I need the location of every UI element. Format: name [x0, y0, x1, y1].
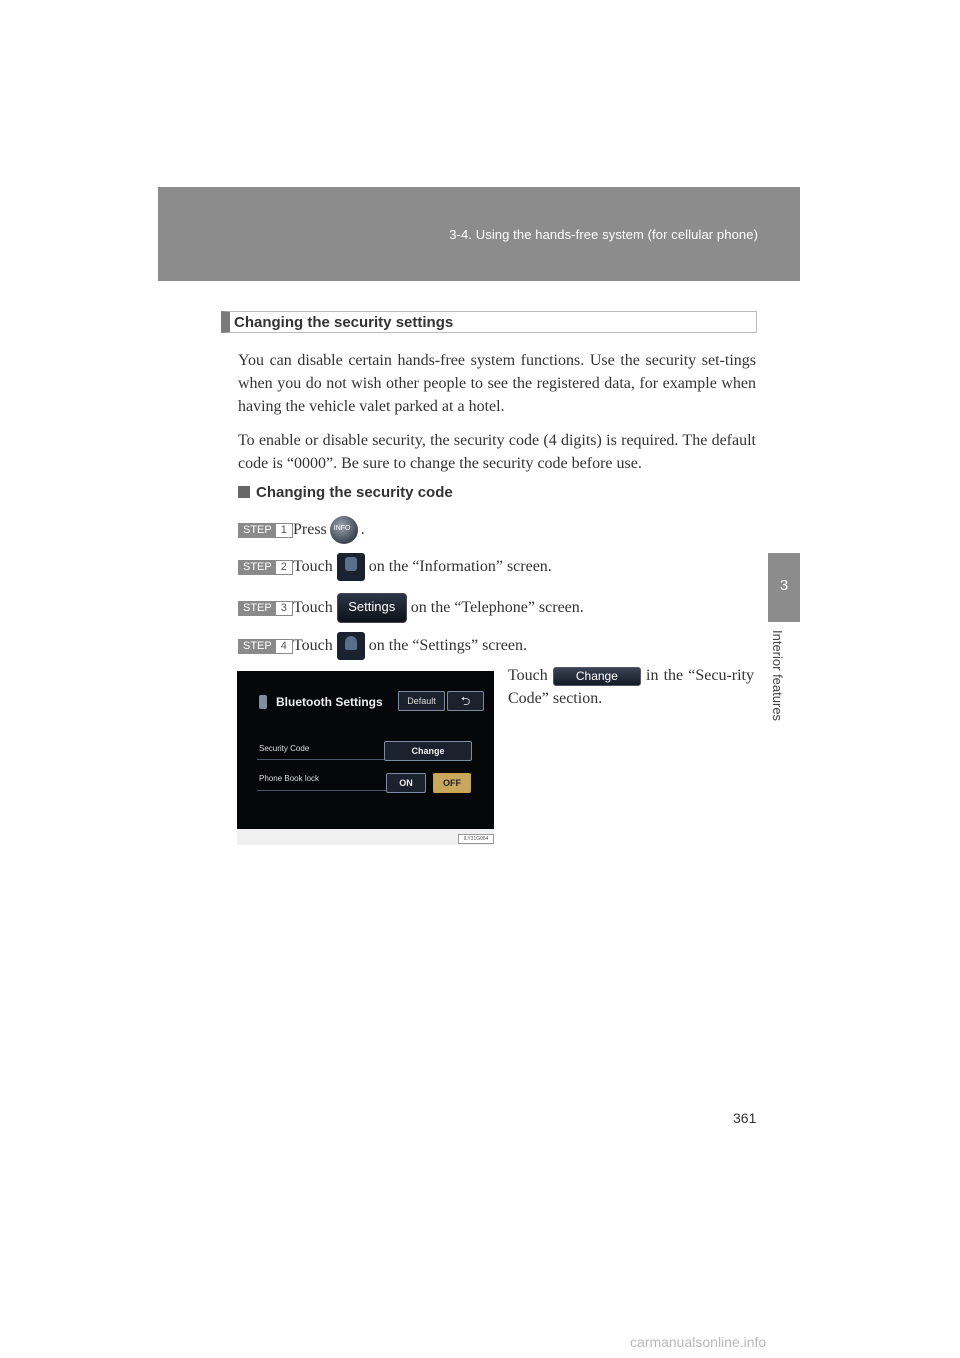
step-2-badge [238, 560, 293, 575]
step-5-after: in the “Secu-rity Code” section. [508, 667, 754, 707]
subheading-text: Changing the security code [256, 484, 453, 501]
section-heading [221, 311, 757, 333]
step-3-badge [238, 601, 293, 616]
info-button-icon [330, 516, 358, 544]
step-2-text [293, 553, 552, 581]
screen-title: Bluetooth Settings [276, 695, 383, 709]
chapter-number: 3 [779, 577, 789, 594]
screenshot-footer [237, 829, 494, 845]
square-bullet-icon [238, 486, 250, 498]
phone-book-lock-icon [337, 632, 365, 660]
step-label: STEP [239, 602, 276, 615]
step-number: 2 [276, 561, 292, 574]
step-4-verb: Touch [293, 637, 333, 654]
step-label: STEP [239, 524, 276, 537]
on-button: ON [386, 773, 426, 793]
off-button: OFF [433, 773, 471, 793]
step-number: 4 [276, 640, 292, 653]
step-2-after: on the “Information” screen. [368, 558, 552, 575]
subheading [238, 484, 453, 501]
settings-button-icon: Settings [337, 593, 407, 623]
change-button: Change [384, 741, 472, 761]
chapter-tab [768, 553, 800, 622]
header-band [158, 187, 800, 281]
step-5-verb: Touch [508, 667, 548, 684]
step-3-after: on the “Telephone” screen. [410, 599, 584, 616]
default-button: Default [398, 691, 445, 711]
section-title: 3-4. Using the hands-free system (for cellular phone) [449, 227, 758, 242]
bluetooth-settings-screenshot [237, 671, 494, 845]
step-1-verb: Press [293, 521, 327, 538]
step-number: 3 [276, 602, 292, 615]
section-heading-text: Changing the security settings [234, 314, 454, 331]
step-1-badge [238, 523, 293, 538]
step-3-text [293, 593, 584, 623]
watermark: carmanualsonline.info [630, 1334, 767, 1350]
step-1-after: . [360, 521, 365, 538]
step-2-verb: Touch [293, 558, 333, 575]
security-code-paragraph: To enable or disable security, the security code (4 digits) is required. The default code is “0000”. Be sure to change the security code before use. [238, 432, 756, 472]
change-button-icon: Change [553, 667, 641, 686]
page-number: 361 [733, 1110, 757, 1126]
intro-paragraph: You can disable certain hands-free system functions. Use the security set-tings when you do not wish other people to see the registered data, for example when having the vehicle valet parked at a hotel. [238, 352, 756, 415]
step-4-badge [238, 639, 293, 654]
step-number: 1 [276, 524, 292, 537]
divider [257, 790, 387, 791]
step-1-text [293, 516, 365, 544]
step-4-text [293, 632, 527, 660]
telephone-icon [337, 553, 365, 581]
divider [257, 759, 387, 760]
chapter-label: Interior features [770, 630, 785, 722]
phone-book-lock-label: Phone Book lock [259, 774, 320, 783]
security-code-label: Security Code [259, 744, 310, 753]
step-label: STEP [239, 561, 276, 574]
step-5-text [508, 664, 754, 710]
step-3-verb: Touch [293, 599, 333, 616]
phone-icon [259, 695, 267, 709]
step-label: STEP [239, 640, 276, 653]
figure-code: ILY31G064 [458, 834, 494, 844]
step-4-after: on the “Settings” screen. [368, 637, 527, 654]
back-icon: ⮌ [447, 691, 484, 711]
